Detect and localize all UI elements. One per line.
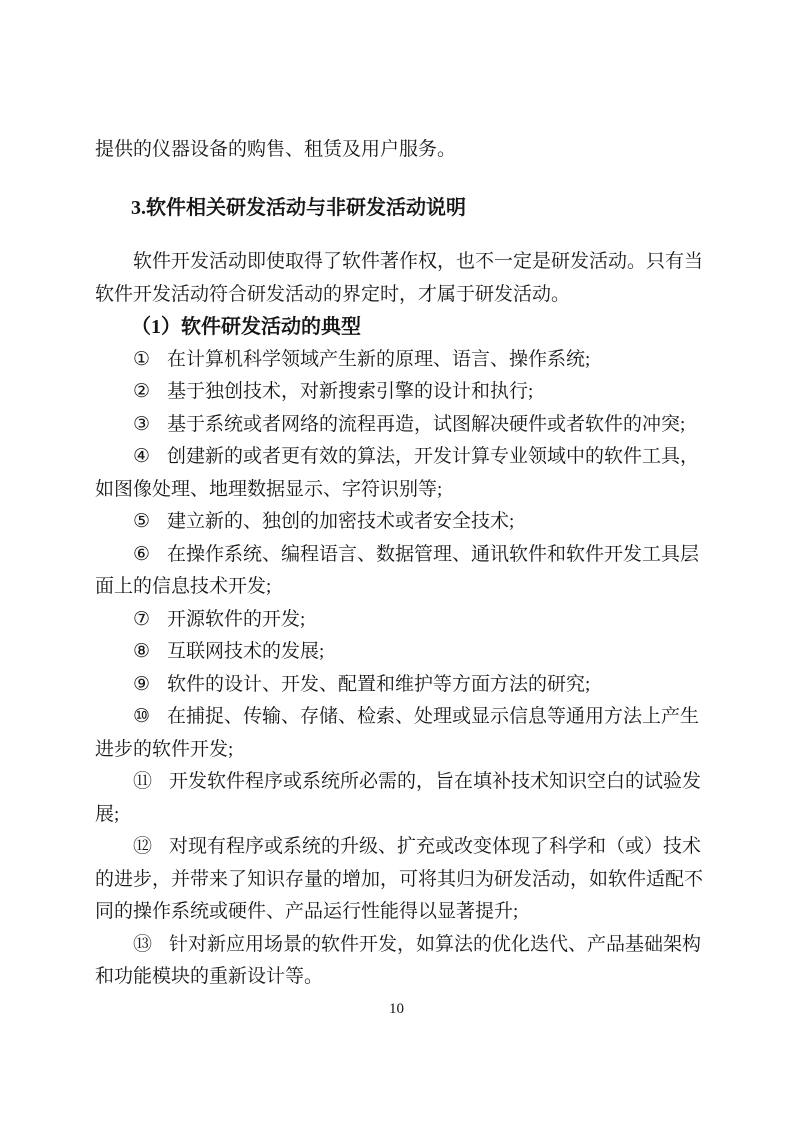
list-item-line — [95, 506, 705, 539]
list-item-text: 创建新的或者更有效的算法，开发计算专业领域中的软件工具， — [167, 446, 700, 467]
list-item-line — [95, 636, 705, 669]
list-item — [95, 539, 705, 604]
carryover-paragraph-line: 提供的仪器设备的购售、租赁及用户服务。 — [95, 139, 457, 160]
circled-number-marker: ④ — [133, 446, 151, 467]
list-item — [95, 636, 705, 669]
list-item-line: 的进步，并带来了知识存量的增加，可将其归为研发活动，如软件适配不 — [95, 868, 704, 890]
list-item — [95, 831, 705, 929]
list-item — [95, 604, 705, 637]
list-item-line: 同的操作系统或硬件、产品运行性能得以显著提升; — [95, 901, 519, 922]
circled-number-marker: ⑪ — [133, 771, 153, 792]
list-item-line — [95, 831, 705, 864]
numbered-list — [95, 344, 705, 994]
list-item-text: 开发软件程序或系统所必需的，旨在填补技术知识空白的试验发 — [169, 771, 702, 792]
intro-paragraph — [95, 246, 705, 311]
list-item-line: 展; — [95, 803, 120, 825]
list-item-text: 互联网技术的发展; — [167, 641, 325, 662]
list-item-line — [95, 766, 705, 799]
list-item — [95, 441, 705, 506]
circled-number-marker: ⑤ — [133, 511, 151, 532]
circled-number-marker: ⑩ — [133, 706, 151, 727]
section-heading: 3.软件相关研发活动与非研发活动说明 — [131, 196, 466, 219]
list-item — [95, 669, 705, 702]
list-item-line — [95, 409, 705, 442]
list-item-line — [95, 929, 705, 962]
page-number: 10 — [389, 1001, 404, 1017]
list-item-text: 在计算机科学领域产生新的原理、语言、操作系统; — [167, 348, 591, 370]
paragraph-line: 软件开发活动符合研发活动的界定时，才属于研发活动。 — [95, 283, 571, 305]
list-item-text: 开源软件的开发; — [167, 608, 306, 630]
list-item-text: 软件的设计、开发、配置和维护等方面方法的研究; — [167, 673, 591, 695]
circled-number-marker: ⑫ — [133, 836, 153, 857]
list-item-text: 基于独创技术，对新搜索引擎的设计和执行; — [167, 381, 534, 402]
subsection-heading: （1）软件研发活动的典型 — [131, 316, 361, 338]
list-item-text: 建立新的、独创的加密技术或者安全技术; — [167, 511, 515, 532]
list-item-line — [95, 604, 705, 637]
list-item — [95, 376, 705, 409]
list-item-text: 在捕捉、传输、存储、检索、处理或显示信息等通用方法上产生 — [167, 706, 700, 727]
list-item-line: 和功能模块的重新设计等。 — [95, 966, 324, 987]
list-item-line — [95, 539, 705, 572]
circled-number-marker: ① — [133, 348, 151, 370]
circled-number-marker: ⑦ — [133, 608, 151, 630]
list-item-text: 针对新应用场景的软件开发，如算法的优化迭代、产品基础架构 — [169, 933, 702, 955]
list-item — [95, 506, 705, 539]
list-item-line — [95, 376, 705, 409]
circled-number-marker: ② — [133, 381, 151, 402]
list-item-line: 如图像处理、地理数据显示、字符识别等; — [95, 478, 443, 500]
circled-number-marker: ⑥ — [133, 543, 151, 565]
list-item — [95, 701, 705, 766]
circled-number-marker: ⑨ — [133, 673, 151, 695]
circled-number-marker: ⑬ — [133, 933, 153, 955]
list-item — [95, 409, 705, 442]
circled-number-marker: ③ — [133, 413, 151, 435]
list-item — [95, 344, 705, 377]
page-content — [95, 0, 705, 994]
list-item — [95, 929, 705, 994]
list-item-line: 面上的信息技术开发; — [95, 576, 272, 597]
list-item-line: 进步的软件开发; — [95, 738, 234, 760]
list-item-line — [95, 344, 705, 377]
list-item-line — [95, 669, 705, 702]
paragraph-line: 软件开发活动即使取得了软件著作权，也不一定是研发活动。只有当 — [133, 251, 704, 272]
list-item-line — [95, 701, 705, 734]
list-item-line — [95, 441, 705, 474]
circled-number-marker: ⑧ — [133, 641, 151, 662]
list-item-text: 对现有程序或系统的升级、扩充或改变体现了科学和（或）技术 — [169, 836, 702, 857]
list-item-text: 在操作系统、编程语言、数据管理、通讯软件和软件开发工具层 — [167, 543, 700, 565]
list-item-text: 基于系统或者网络的流程再造，试图解决硬件或者软件的冲突; — [167, 413, 686, 435]
list-item — [95, 766, 705, 831]
